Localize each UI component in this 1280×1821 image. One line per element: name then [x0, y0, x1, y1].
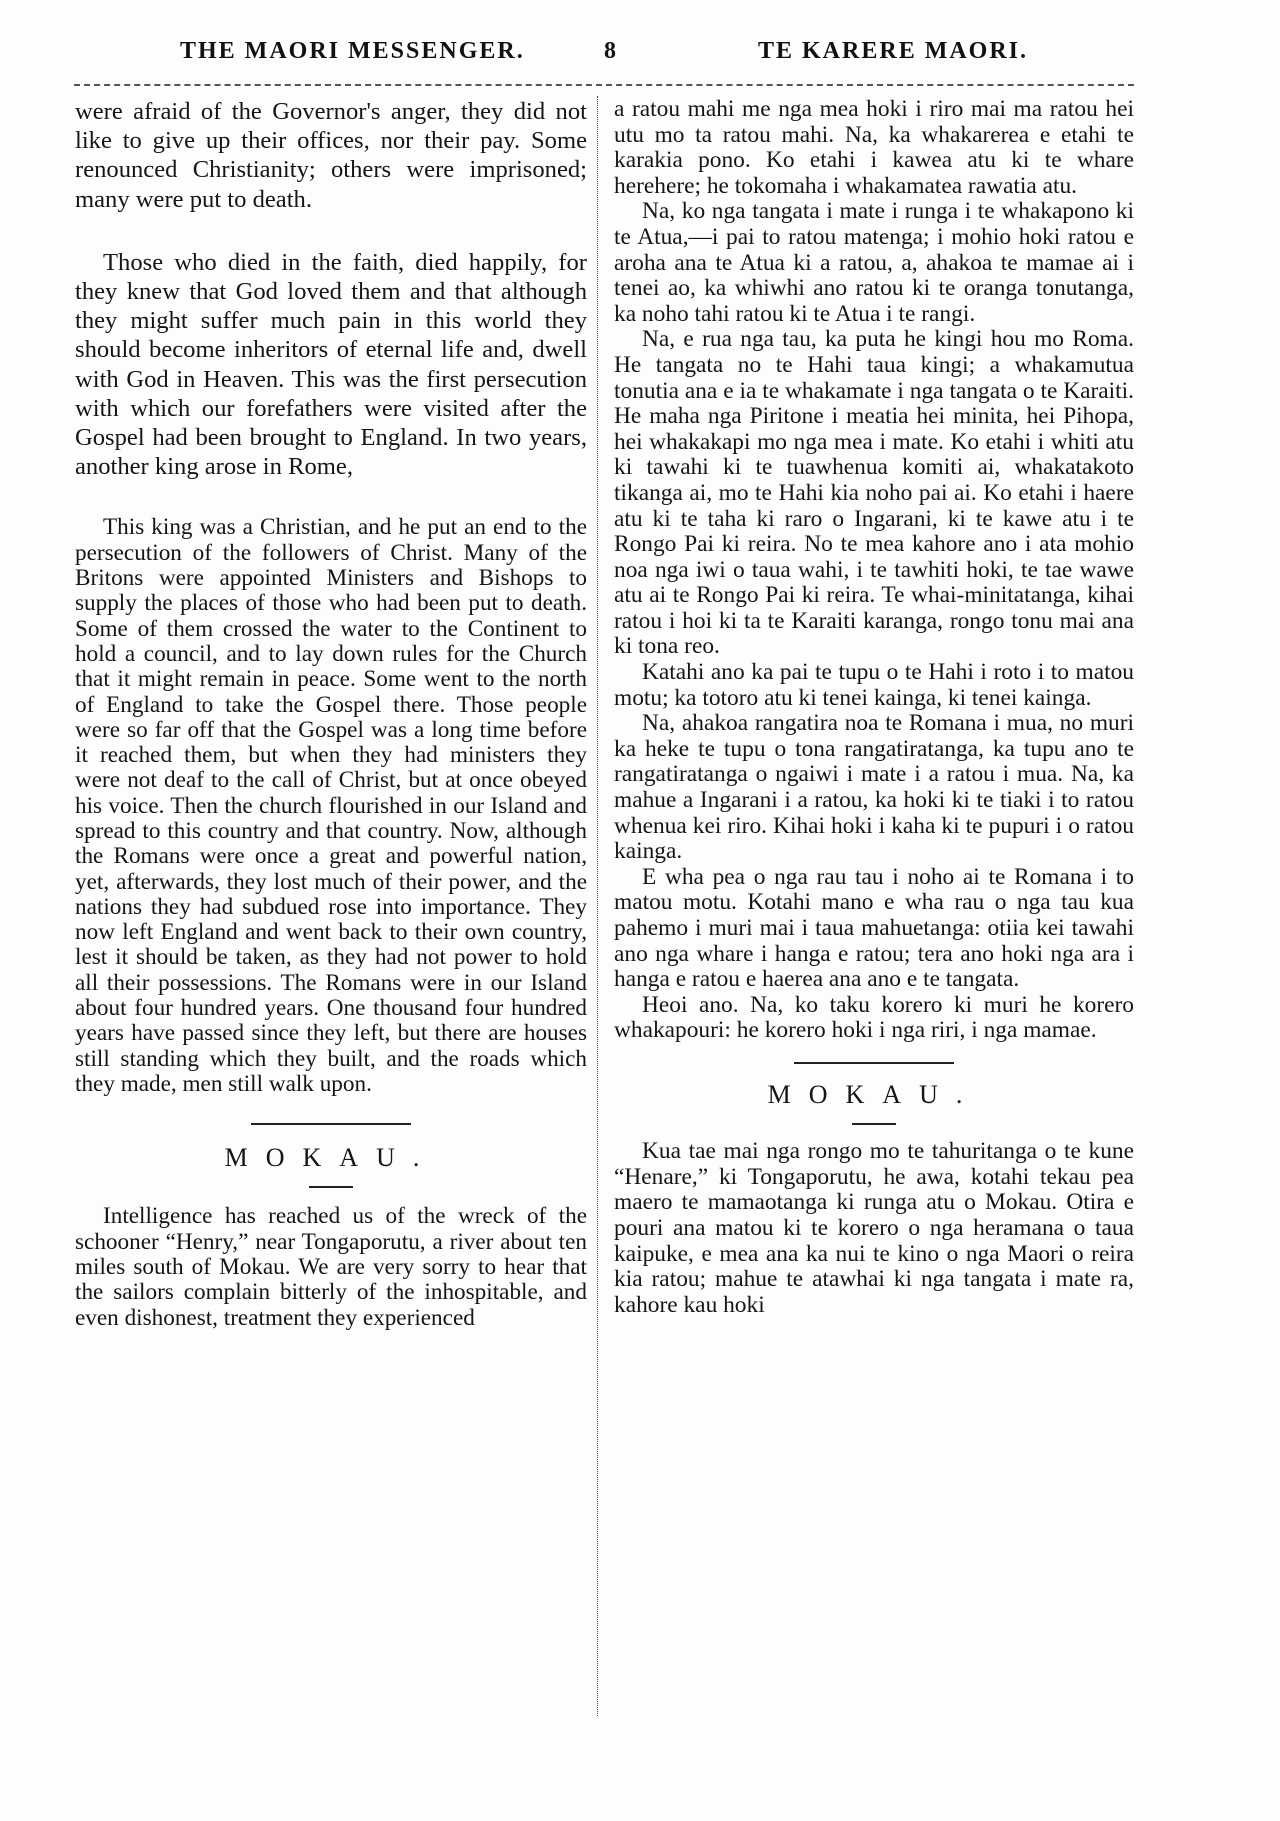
column-divider: [597, 96, 598, 1716]
english-paragraph-3: This king was a Christian, and he put an end to the persecution of the followers of Christ. Many of the Britons were appointed Ministers and Bishops to supply the places of those who had been put to death. Some of them crossed the water to the Continent to hold a council, and to lay down rules for the Church that it might remain in peace. Some went to the north of England to take the Gospel there. Those people were so far off that the Gospel was a long time before it reached them, but when they had ministers they were not deaf to the call of Christ, but at once obeyed his voice. Then the church flourished in our Island and spread to this country and that country. Now, although the Romans were once a great and powerful nation, yet, afterwards, they lost much of their power, and the nations they had subdued rose into importance. They now left England and went back to their own country, lest it should be taken, as they had not power to hold all their possessions. The Romans were in our Island about four hundred years. One thousand four hundred years have passed since they left, but there are houses still standing which they built, and the roads which they made, men still walk upon.: [75, 514, 587, 1097]
maori-paragraph-6: E wha pea o nga rau tau i noho ai te Romana i to matou motu. Kotahi mano e wha rau o nga tau kua pahemo i muri mai i taua mahuetanga: otiia kei tawahi ano nga whare i hanga e ratou; tera ano hoki nga ara i hanga e ratou e haerea ana ano e te tangata.: [614, 863, 1134, 993]
maori-paragraph-4: Katahi ano ka pai te tupu o te Hahi i roto i to matou motu; ka totoro atu ki tenei kainga, ki tenei kainga.: [614, 659, 1134, 711]
header-english-title: THE MAORI MESSENGER.: [180, 38, 525, 64]
english-paragraph-mokau: Intelligence has reached us of the wreck of the schooner “Henry,” near Tongaporutu, a river about ten miles south of Mokau. We are very sorry to hear that the sailors complain bitterly of the inhospitable, and even dishonest, treatment they experienced: [75, 1203, 587, 1331]
maori-paragraph-5: Na, ahakoa rangatira noa te Romana i mua, no muri ka heke te tupu o tona rangatiratanga, ka tupu ano te rangatiratanga o ngaiwi i mate i a ratou i mua. Na, ka mahue a Ingarani i a ratou, ka hoki ki te tiaki i to ratou whenua kei riro. Kihai hoki i kaha ki te pupuri i o ratou kainga.: [614, 710, 1134, 865]
maori-paragraph-3: Na, e rua nga tau, ka puta he kingi hou mo Roma. He tangata no te Hahi taua kingi; a whakamutua tonutia ana e ia te whakamate i nga tangata o te Karaiti. He maha nga Piritone i meatia hei minita, hei Pihopa, hei whakakapi mo nga mea i mate. Ko etahi i whiti atu ki tawahi ki te tuawhenua komiti ai, whakatakoto tikanga ai, mo te Hahi kia noho pai ai. Ko etahi i haere atu ki te taha ki raro o Ingarani, ki te kawe atu i te Rongo Pai ki reira. No te mea kahore ano i ata mohio noa nga iwi o taua wahi, i te tawhiti hoki, te tae wawe atu ai te Rongo Pai ki reira. Te whai-minitatanga, kihai ratou i hoi ki ta te Karaiti karanga, rongo tonu mai ana ki tona reo.: [614, 326, 1134, 660]
maori-paragraph-1: a ratou mahi me nga mea hoki i riro mai ma ratou hei utu mo ta ratou mahi. Na, ka whakarerea e etahi te karakia pono. Ko etahi i kawea atu ki te whare herehere; he tokomaha i whakamatea rawatia atu.: [614, 96, 1134, 199]
english-column: [75, 97, 587, 1331]
english-section-title: MOKAU.: [224, 1143, 438, 1173]
maori-paragraph-7: Heoi ano. Na, ko taku korero ki muri he korero whakapouri: he korero hoki i nga riri, i nga mamae.: [614, 991, 1134, 1044]
header-rule: [74, 84, 1134, 86]
page-header: [0, 38, 1280, 72]
page-number: 8: [604, 38, 618, 64]
maori-column: [614, 97, 1134, 1318]
english-paragraph-2: Those who died in the faith, died happily, for they knew that God loved them and that although they might suffer much pain in this world they should become inheritors of eternal life and, dwell with God in Heaven. This was the first persecution with which our forefathers were visited after the Gospel had been brought to England. In two years, another king arose in Rome,: [75, 248, 587, 481]
maori-paragraph-2: Na, ko nga tangata i mate i runga i te whakapono ki te Atua,—i pai to ratou matenga; i mohio hoki ratou e aroha ana te Atua ki a ratou, a, ahakoa te mamae ai i tenei ao, ka whiwhi ano ratou ki te oranga tonutanga, ka noho tahi ratou ki te Atua i te rangi.: [614, 198, 1134, 327]
english-paragraph-1: were afraid of the Governor's anger, they did not like to give up their offices, nor their pay. Some renounced Christianity; others were imprisoned; many were put to death.: [75, 98, 587, 213]
maori-paragraph-mokau: Kua tae mai nga rongo mo te tahuritanga o te kune “Henare,” ki Tongaporutu, he awa, kotahi tekau pea maero te mamaotanga ki runga atu o Mokau. Otira e pouri ana matou ki te korero o nga heramana o taua kaipuke, e mea ana ka nui te kino o nga Maori o reira kia ratou; mahue te atawhai ki nga tangata i mate ra, kahore kau hoki: [614, 1138, 1134, 1318]
maori-section-title: MOKAU.: [767, 1079, 981, 1109]
header-maori-title: TE KARERE MAORI.: [758, 38, 1029, 64]
